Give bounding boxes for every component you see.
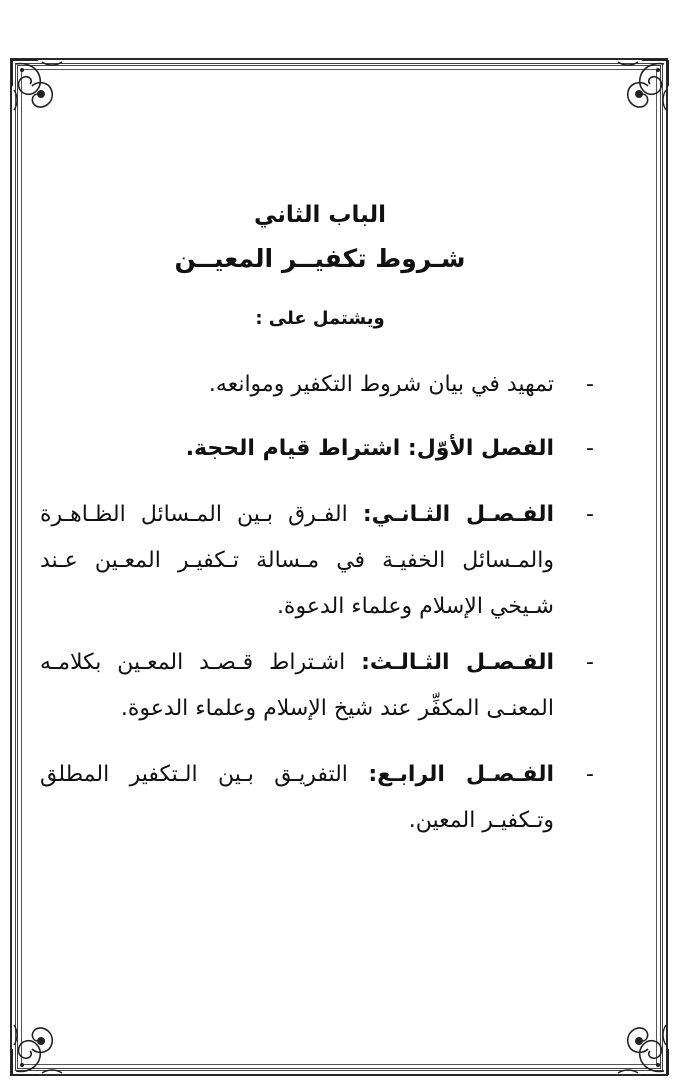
item-text: الفـرق بـين المـسائل الظـاهـرة والمـسائل الخفيـة في مـسالة تـكفيـر المعـين عـند شـيخي الإسلام وعلماء الدعوة. [40, 502, 554, 619]
item-text-wrapper [40, 426, 554, 472]
chapter-title: الباب الثاني [253, 202, 387, 228]
bullet-dash: - [586, 650, 594, 675]
corner-ornament-icon [8, 1015, 72, 1079]
item-label: الفـصـل الرابـع: [368, 762, 554, 787]
bullet-dash: - [586, 502, 594, 527]
list-item [40, 362, 600, 408]
item-text: تمهيد في بيان شروط التكفير وموانعه. [208, 372, 554, 397]
bullet-dash: - [586, 436, 594, 461]
item-text-wrapper [40, 362, 554, 408]
item-label: الفـصـل الثـانـي: [362, 502, 554, 527]
includes-label: ويشتمل على : [255, 308, 385, 329]
item-label: الفصل الأوّل: [407, 436, 554, 461]
item-text-wrapper [40, 752, 554, 844]
item-label: الفـصـل الثـالـث: [361, 650, 554, 675]
corner-ornament-icon [608, 56, 672, 120]
corner-ornament-icon [608, 1015, 672, 1079]
item-text: اشتراط قيام الحجة. [185, 436, 408, 461]
list-item [40, 492, 600, 630]
list-item [40, 640, 600, 732]
bullet-dash: - [586, 372, 594, 397]
bullet-dash: - [586, 762, 594, 787]
item-text: اشـتراط قـصـد المعـين بكلامـه المعنـى المكفِّر عند شيخ الإسلام وعلماء الدعوة. [40, 650, 554, 721]
item-text-wrapper [40, 492, 554, 630]
item-text: التفريـق بـين الـتكفير المطلق وتـكفيـر المعين. [40, 762, 554, 833]
list-item [40, 752, 600, 844]
item-text-wrapper [40, 640, 554, 732]
list-item [40, 426, 600, 472]
corner-ornament-icon [8, 56, 72, 120]
chapter-subtitle: شـروط تكفيــر المعيــن [174, 244, 466, 273]
